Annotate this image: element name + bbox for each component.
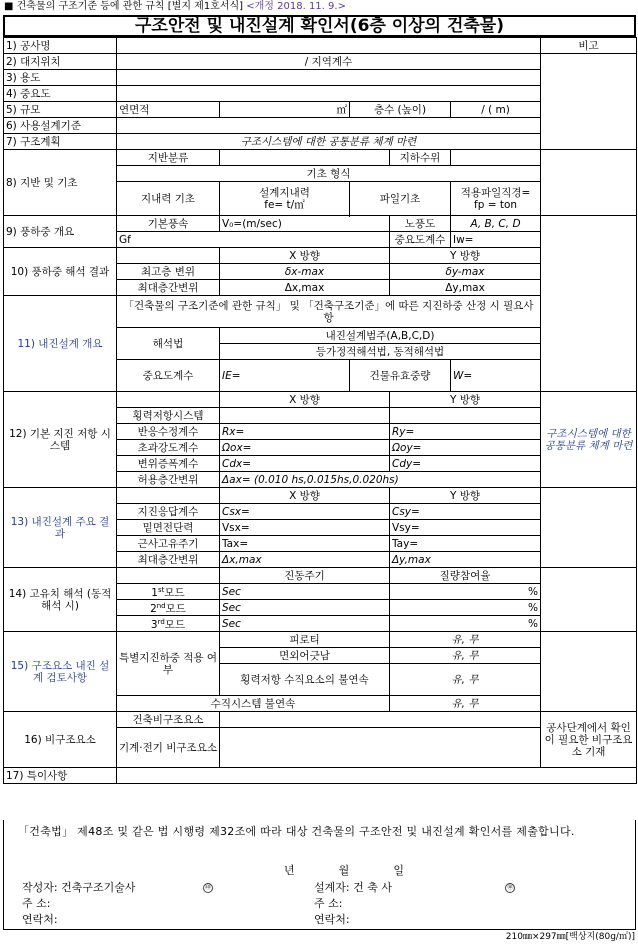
year-label: 년 [284, 864, 295, 877]
floors-label: 층수 (높이) [350, 102, 451, 118]
designer-contact[interactable]: 연락처: [314, 913, 350, 926]
dx-max-field[interactable]: δx-max [220, 264, 390, 280]
label-seismic-results [4, 488, 117, 568]
piloti-label: 피로티 [220, 632, 390, 648]
label-special-notes: 17) 특이사항 [4, 768, 117, 784]
nonstructural-remark: 공사단계에서 확인이 필요한 비구조요소 기재 [541, 712, 637, 768]
deflection-amp-label: 변위증폭계수 [117, 456, 220, 472]
mass-header: 질량참여율 [390, 568, 541, 584]
author-label: 작성자: 건축구조기술사 [22, 881, 136, 894]
groundwater-label: 지하수위 [390, 150, 451, 166]
special-notes-field[interactable] [117, 768, 637, 784]
author-contact[interactable]: 연락처: [22, 913, 58, 926]
gross-area-label: 연면적 [117, 102, 220, 118]
rx-field[interactable]: Rx= [220, 424, 390, 440]
x-direction-header: X 방향 [220, 248, 390, 264]
site-location-field[interactable]: / 지역계수 [117, 54, 541, 70]
csx-field[interactable]: Csx= [220, 504, 390, 520]
designer-seal-icon: ㊞ [507, 884, 514, 891]
cdy-field[interactable]: Cdy= [390, 456, 541, 472]
mode3-period[interactable]: Sec [220, 616, 390, 632]
ground-class-label: 지반분류 [117, 150, 220, 166]
base-shear-label: 밑면전단력 [117, 520, 220, 536]
label-design-standard: 6) 사용설계기준 [4, 118, 117, 134]
mode2-period[interactable]: Sec [220, 600, 390, 616]
regulation-reference: ■ 건축물의 구조기준 등에 관한 규칙 [별지 제1호서식] [4, 1, 244, 12]
arch-nonstructural-field[interactable] [220, 712, 541, 728]
iw-field[interactable]: Iw= [451, 232, 541, 248]
response-coef-label: 반응수정계수 [117, 424, 220, 440]
piloti-yn[interactable]: 유, 무 [390, 632, 541, 648]
label-project-name: 1) 공사명 [4, 38, 117, 54]
effective-weight-label: 건물유효중량 [350, 360, 451, 392]
revision-date: <개정 2018. 11. 9.> [246, 1, 346, 12]
pile-diameter-cell[interactable] [451, 182, 541, 216]
drift-y-field[interactable]: Δy,max [390, 280, 541, 296]
designer-address[interactable]: 주 소: [314, 897, 343, 910]
floors-field[interactable]: / ( m) [451, 102, 541, 118]
label-scale: 5) 규모 [4, 102, 117, 118]
max-drift-label-13: 최대층간변위 [117, 552, 220, 568]
overstrength-label: 초과강도계수 [117, 440, 220, 456]
x-direction-header-12: X 방향 [220, 392, 390, 408]
period-header: 진동주기 [220, 568, 390, 584]
label-nonstructural: 16) 비구조요소 [4, 712, 117, 768]
importance-field[interactable] [117, 86, 541, 102]
omega-x-field[interactable]: Ωox= [220, 440, 390, 456]
special-load-label: 특별지진하중 적용 여부 [117, 632, 220, 696]
arch-nonstructural-label: 건축비구조요소 [117, 712, 220, 728]
remark-cell-14 [541, 568, 637, 632]
design-bearing-cell[interactable] [220, 182, 350, 216]
label-site-location: 2) 대지위치 [4, 54, 117, 70]
blank-cell-13 [117, 488, 220, 504]
design-bearing-label: 설계지내력 [259, 186, 310, 199]
y-direction-header-12: Y 방향 [390, 392, 541, 408]
csy-field[interactable]: Csy= [390, 504, 541, 520]
x-direction-header-13: X 방향 [220, 488, 390, 504]
offset-yn[interactable]: 유, 무 [390, 648, 541, 664]
confirmation-form-table [3, 37, 637, 784]
mep-nonstructural-label: 기계·전기 비구조요소 [117, 728, 220, 768]
remark-cell-13 [541, 488, 637, 568]
designer-block [314, 880, 515, 928]
pile-diameter-label: 적용파일직경= [460, 186, 531, 199]
seismic-importance-label: 중요도계수 [117, 360, 220, 392]
seismic-results-text: 13) 내진설계 주요 결과 [10, 515, 110, 540]
drift-y-field-13[interactable]: Δy,max [390, 552, 541, 568]
ground-class-field[interactable] [220, 150, 390, 166]
groundwater-field[interactable] [451, 150, 541, 166]
declaration-text: 「건축법」 제48조 및 같은 법 시행령 제32조에 따라 대상 건축물의 구조안전 및 내진설계 확인서를 제출합니다. [18, 825, 575, 838]
mode1-label: 1st모드 [117, 584, 220, 600]
lateral-system-y[interactable] [390, 408, 541, 424]
lateral-system-label: 횡력저항시스템 [117, 408, 220, 424]
ie-field[interactable]: IE= [220, 360, 350, 392]
max-drift-label: 최대층간변위 [117, 280, 220, 296]
cdx-field[interactable]: Cdx= [220, 456, 390, 472]
mode3-label: 3rd모드 [117, 616, 220, 632]
label-structural-plan: 7) 구조계획 [4, 134, 117, 150]
label-ground-foundation: 8) 지반 및 기초 [4, 150, 117, 216]
y-direction-header: Y 방향 [390, 248, 541, 264]
designer-label: 설계자: 건 축 사 [314, 881, 392, 894]
tax-field[interactable]: Tax= [220, 536, 390, 552]
mode2-label: 2nd모드 [117, 600, 220, 616]
drift-x-field-13[interactable]: Δx,max [220, 552, 390, 568]
drift-x-field[interactable]: Δx,max [220, 280, 390, 296]
mode1-mass[interactable]: % [390, 584, 541, 600]
exposure-label: 노풍도 [390, 216, 451, 232]
y-direction-header-13: Y 방향 [390, 488, 541, 504]
blank-cell [117, 248, 220, 264]
label-use: 3) 용도 [4, 70, 117, 86]
basic-wind-value[interactable]: V₀=(m/sec) [220, 216, 390, 232]
mode1-period[interactable]: Sec [220, 584, 390, 600]
analysis-method-label: 해석법 [117, 328, 220, 360]
mode2-mass[interactable]: % [390, 600, 541, 616]
approx-period-label: 근사고유주기 [117, 536, 220, 552]
blank-cell-14 [117, 568, 220, 584]
label-importance: 4) 중요도 [4, 86, 117, 102]
paper-size-note: 210㎜×297㎜[백상지(80g/㎡)] [505, 932, 635, 942]
form-header [4, 0, 346, 14]
top-displacement-label: 최고층 변위 [117, 264, 220, 280]
declaration-footer [3, 820, 636, 930]
allowable-drift-field[interactable]: Δax= (0.010 hs,0.015hs,0.020hs) [220, 472, 541, 488]
tay-field[interactable]: Tay= [390, 536, 541, 552]
mode3-mass[interactable]: % [390, 616, 541, 632]
design-category-field[interactable]: 내진설계범주(A,B,C,D) [220, 328, 541, 344]
vsx-field[interactable]: Vsx= [220, 520, 390, 536]
gust-factor-field[interactable]: Gf [117, 232, 390, 248]
remark-cell-9 [541, 216, 637, 392]
label-eigenvalue: 14) 고유치 해석 (동적해석 시) [4, 568, 117, 632]
label-seismic-overview [4, 296, 117, 392]
author-address[interactable]: 주 소: [22, 897, 51, 910]
month-label: 월 [338, 864, 350, 877]
author-block [22, 880, 213, 928]
submission-date [284, 862, 404, 878]
vsy-field[interactable]: Vsy= [390, 520, 541, 536]
wind-importance-label: 중요도계수 [390, 232, 451, 248]
discontinuity-yn[interactable]: 유, 무 [390, 664, 541, 696]
pile-foundation-label: 파일기초 [350, 182, 451, 216]
lateral-system-x[interactable] [220, 408, 390, 424]
seismic-overview-text: 11) 내진설계 개요 [17, 337, 103, 350]
basic-wind-label: 기본풍속 [117, 216, 220, 232]
label-wind-result: 10) 풍하중 해석 결과 [4, 248, 117, 296]
design-standard-field[interactable] [117, 118, 541, 134]
project-name-field[interactable] [117, 38, 541, 54]
exposure-value[interactable]: A, B, C, D [451, 216, 541, 232]
remark-header: 비고 [541, 38, 637, 54]
omega-y-field[interactable]: Ωoy= [390, 440, 541, 456]
remark-cell-15 [541, 632, 637, 712]
form-title: 구조안전 및 내진설계 확인서(6층 이상의 건축물) [3, 15, 636, 37]
gross-area-field[interactable]: ㎡ [220, 102, 350, 118]
mep-nonstructural-field[interactable] [220, 728, 541, 768]
remark-cell-8 [541, 150, 637, 216]
fe-value: fe= t/㎡ [264, 198, 305, 211]
dy-max-field[interactable]: δy-max [390, 264, 541, 280]
analysis-type-field[interactable]: 등가정적해석법, 동적해석법 [220, 344, 541, 360]
ry-field[interactable]: Ry= [390, 424, 541, 440]
use-field[interactable] [117, 70, 541, 86]
author-seal-icon: ㊞ [204, 884, 211, 891]
system-remark-text: 구조시스템에 대한 공통분류 체계 마련 [544, 427, 633, 452]
label-seismic-system: 12) 기본 지진 저항 시스템 [4, 392, 117, 488]
fp-value: fp = ton [474, 198, 518, 211]
offset-label: 면외어긋남 [220, 648, 390, 664]
system-remark [541, 392, 637, 488]
day-label: 일 [393, 864, 404, 877]
foundation-type-label: 기초 형식 [117, 166, 541, 182]
element-review-text: 15) 구조요소 내진 설계 검토사항 [10, 659, 110, 684]
seismic-note: 「건축물의 구조기준에 관한 규칙」 및 「건축구조기준」에 따른 지진하중 산정 시 필요사항 [117, 296, 541, 328]
weight-field[interactable]: W= [451, 360, 541, 392]
label-wind-load: 9) 풍하중 개요 [4, 216, 117, 248]
seismic-coef-label: 지진응답계수 [117, 504, 220, 520]
label-element-review [4, 632, 117, 712]
allowable-drift-label: 허용층간변위 [117, 472, 220, 488]
vertical-discont-label: 수직시스템 불연속 [117, 696, 390, 712]
remark-cell [541, 54, 637, 150]
structural-plan-field[interactable]: 구조시스템에 대한 공통분류 체계 마련 [117, 134, 541, 150]
blank-cell-12 [117, 392, 220, 408]
discontinuity-label: 횡력저항 수직요소의 불연속 [220, 664, 390, 696]
vertical-discont-yn[interactable]: 유, 무 [390, 696, 541, 712]
bearing-foundation-label: 지내력 기초 [117, 182, 220, 216]
